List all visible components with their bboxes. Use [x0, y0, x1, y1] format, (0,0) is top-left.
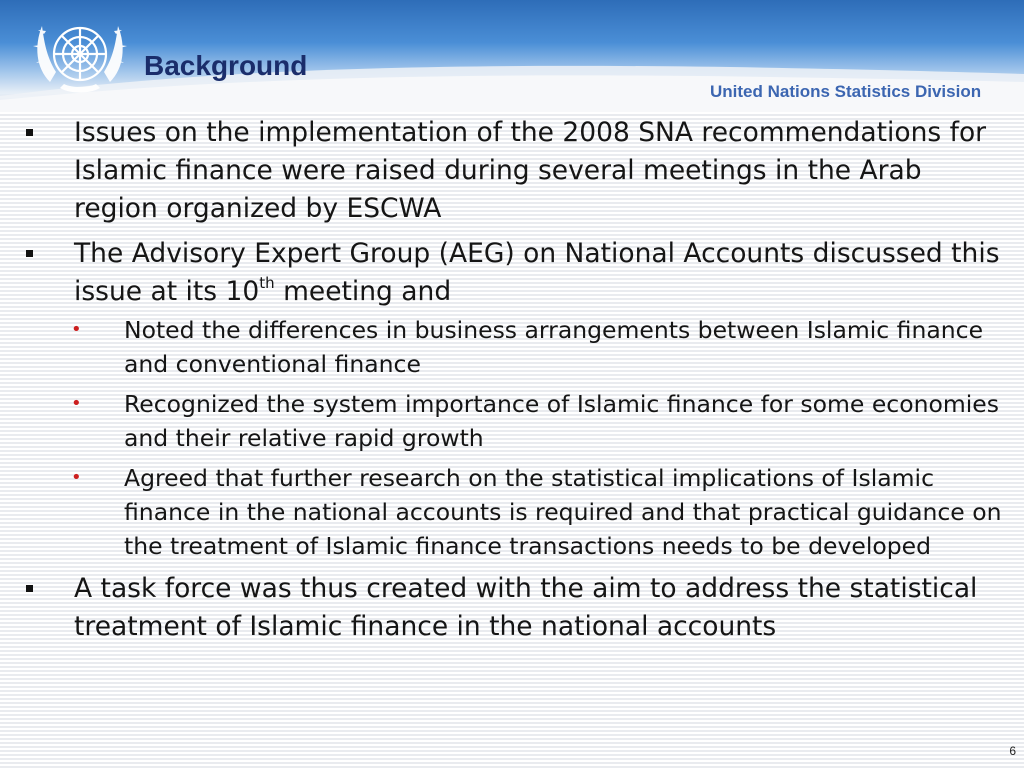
bullet-text-continued: meeting and	[274, 276, 452, 307]
square-bullet-icon	[26, 129, 33, 136]
sub-bullet-item	[0, 461, 1024, 563]
round-bullet-icon: •	[71, 319, 82, 340]
page-number: 6	[1009, 744, 1016, 758]
sub-bullet-item	[0, 387, 1024, 455]
slide-title: Background	[144, 50, 308, 81]
sub-bullet-text: Agreed that further research on the statistical implications of Islamic finance in the national accounts is required and that practical guidance on the treatment of Islamic finance transactions needs to be developed	[124, 464, 1002, 560]
sub-bullet-text: Noted the differences in business arrangements between Islamic finance and conventional finance	[124, 316, 984, 378]
sub-bullet-item	[0, 313, 1024, 381]
bullet-text: A task force was thus created with the aim to address the statistical treatment of Islamic finance in the national accounts	[74, 573, 978, 642]
bullet-item	[0, 570, 1024, 646]
header-band	[0, 0, 1024, 112]
bullet-item	[0, 114, 1024, 228]
un-emblem-icon	[30, 12, 130, 102]
round-bullet-icon: •	[71, 393, 82, 414]
bullet-text: The Advisory Expert Group (AEG) on National Accounts discussed this issue at its 10	[74, 238, 1000, 307]
bullet-text: Issues on the implementation of the 2008 SNA recommendations for Islamic finance were raised during several meetings in the Arab region organized by ESCWA	[74, 117, 987, 224]
square-bullet-icon	[26, 250, 33, 257]
bullet-item	[0, 235, 1024, 311]
square-bullet-icon	[26, 585, 33, 592]
ordinal-superscript: th	[259, 274, 275, 292]
slide-body	[0, 114, 1024, 646]
organization-name: United Nations Statistics Division	[710, 82, 982, 101]
sub-bullet-text: Recognized the system importance of Islamic finance for some economies and their relative rapid growth	[124, 390, 999, 452]
round-bullet-icon: •	[71, 467, 82, 488]
